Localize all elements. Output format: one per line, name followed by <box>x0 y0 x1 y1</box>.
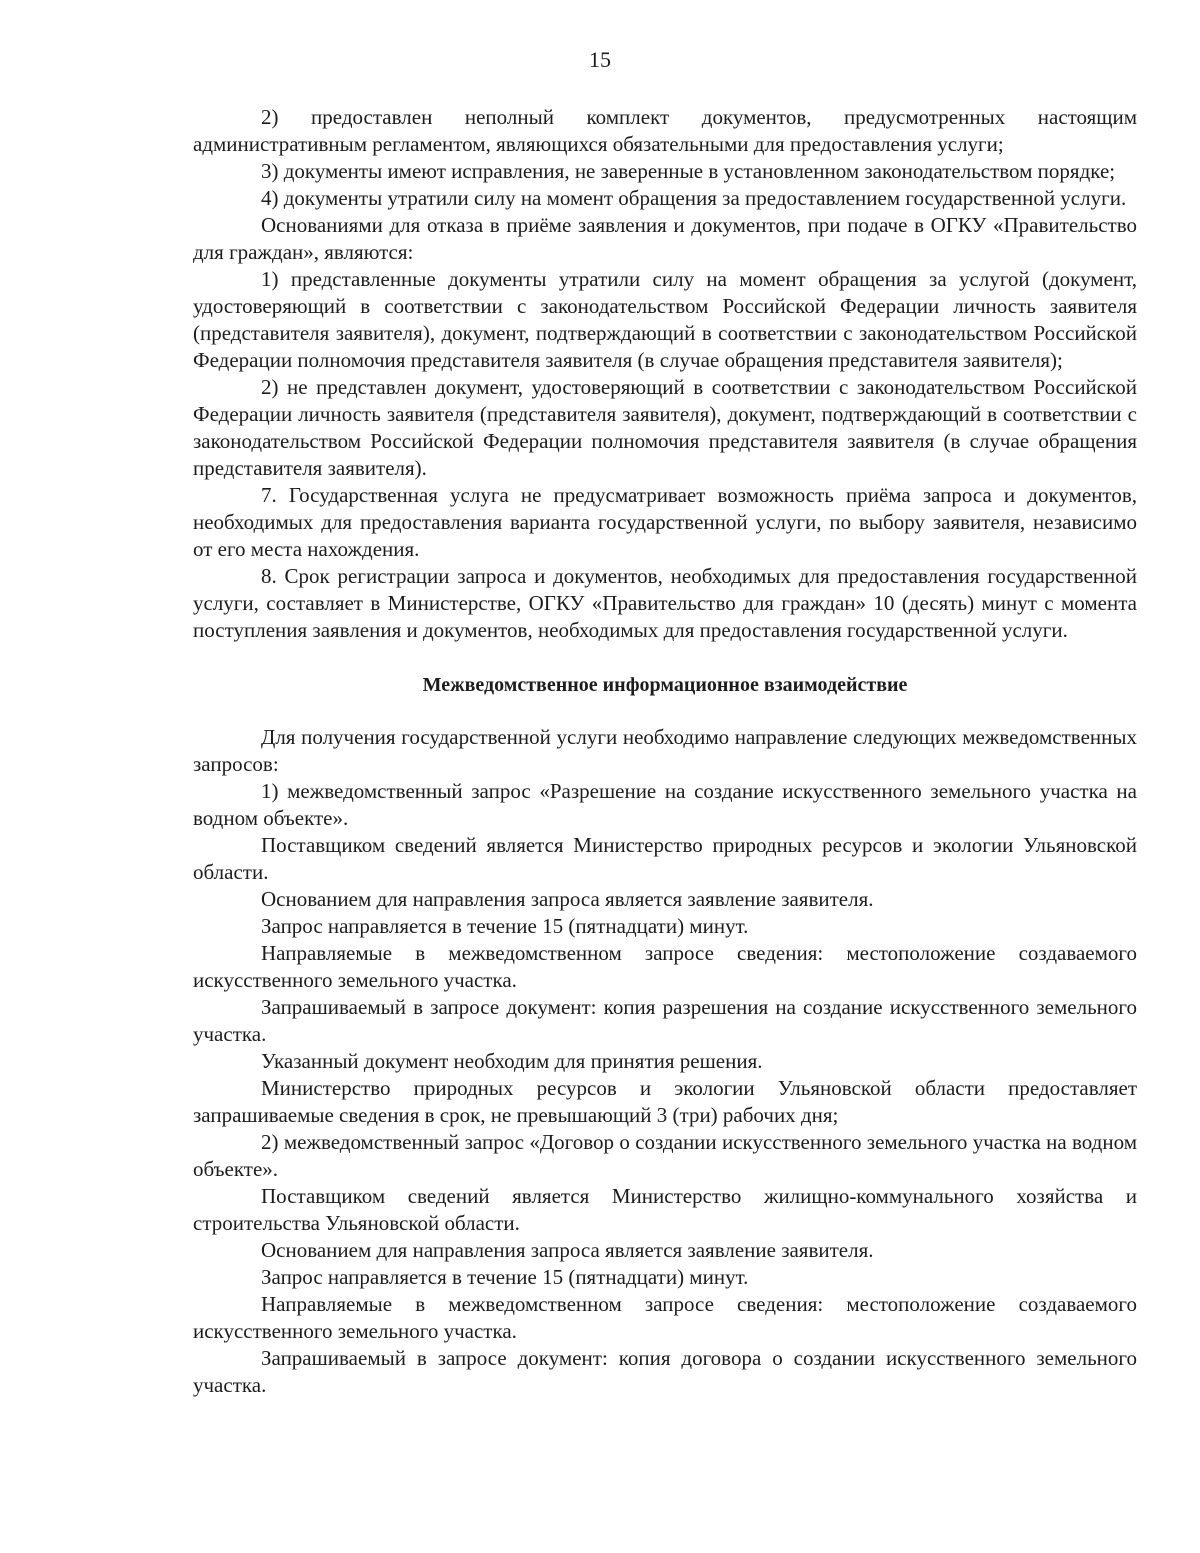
paragraph: Указанный документ необходим для принятия решения. <box>261 1049 763 1073</box>
paragraph: Для получения государственной услуги необходимо направление следующих межведомственных запросов: <box>193 725 1137 776</box>
paragraph: Запрашиваемый в запросе документ: копия разрешения на создание искусственного земельного участка. <box>193 995 1137 1046</box>
paragraph: Основанием для направления запроса является заявление заявителя. <box>261 1238 874 1262</box>
paragraph: 4) документы утратили силу на момент обращения за предоставлением государственной услуги. <box>261 186 1127 210</box>
paragraph: 2) межведомственный запрос «Договор о создании искусственного земельного участка на водном объекте». <box>193 1130 1137 1181</box>
paragraph: Поставщиком сведений является Министерство природных ресурсов и экологии Ульяновской области. <box>193 833 1137 884</box>
paragraph: 1) представленные документы утратили силу на момент обращения за услугой (документ, удостоверяющий в соответствии с законодательством Российской Федерации личность заявителя (представителя заявителя), документ, подтверждающий в соответствии с законодательством Российской Федерации полномочия представителя заявителя (в случае обращения представителя заявителя); <box>193 267 1137 372</box>
paragraph: Министерство природных ресурсов и экологии Ульяновской области предоставляет запрашиваемые сведения в срок, не превышающий 3 (три) рабочих дня; <box>193 1076 1137 1127</box>
paragraph: Основанием для направления запроса является заявление заявителя. <box>261 887 874 911</box>
paragraph: Запрос направляется в течение 15 (пятнадцати) минут. <box>261 914 749 938</box>
paragraph: Запрашиваемый в запросе документ: копия договора о создании искусственного земельного участка. <box>193 1346 1137 1397</box>
page-number: 15 <box>589 47 611 72</box>
paragraph: 3) документы имеют исправления, не заверенные в установленном законодательством порядке; <box>261 159 1116 183</box>
paragraph: Запрос направляется в течение 15 (пятнадцати) минут. <box>261 1265 749 1289</box>
paragraph: Направляемые в межведомственном запросе сведения: местоположение создаваемого искусственного земельного участка. <box>193 941 1137 992</box>
paragraph: 1) межведомственный запрос «Разрешение на создание искусственного земельного участка на водном объекте». <box>193 779 1137 830</box>
interagency-section <box>193 724 1137 1399</box>
paragraph: 7. Государственная услуга не предусматривает возможность приёма запроса и документов, необходимых для предоставления варианта государственной услуги, по выбору заявителя, независимо от его места нахождения. <box>193 483 1137 561</box>
paragraph: 8. Срок регистрации запроса и документов, необходимых для предоставления государственной услуги, составляет в Министерстве, ОГКУ «Правительство для граждан» 10 (десять) минут с момента поступления заявления и документов, необходимых для предоставления государственной услуги. <box>193 564 1137 642</box>
page-body <box>193 104 1137 1399</box>
refusal-grounds-section <box>193 104 1137 644</box>
paragraph: 2) не представлен документ, удостоверяющий в соответствии с законодательством Российской Федерации личность заявителя (представителя заявителя), документ, подтверждающий в соответствии с законодательством Российской Федерации полномочия представителя заявителя (в случае обращения представителя заявителя). <box>193 375 1137 480</box>
paragraph: Направляемые в межведомственном запросе сведения: местоположение создаваемого искусственного земельного участка. <box>193 1292 1137 1343</box>
paragraph: Поставщиком сведений является Министерство жилищно-коммунального хозяйства и строительства Ульяновской области. <box>193 1184 1137 1235</box>
paragraph: 2) предоставлен неполный комплект документов, предусмотренных настоящим административным регламентом, являющихся обязательными для предоставления услуги; <box>193 105 1137 156</box>
section-heading: Межведомственное информационное взаимодействие <box>422 674 908 696</box>
paragraph: Основаниями для отказа в приёме заявления и документов, при подаче в ОГКУ «Правительство для граждан», являются: <box>193 213 1137 264</box>
